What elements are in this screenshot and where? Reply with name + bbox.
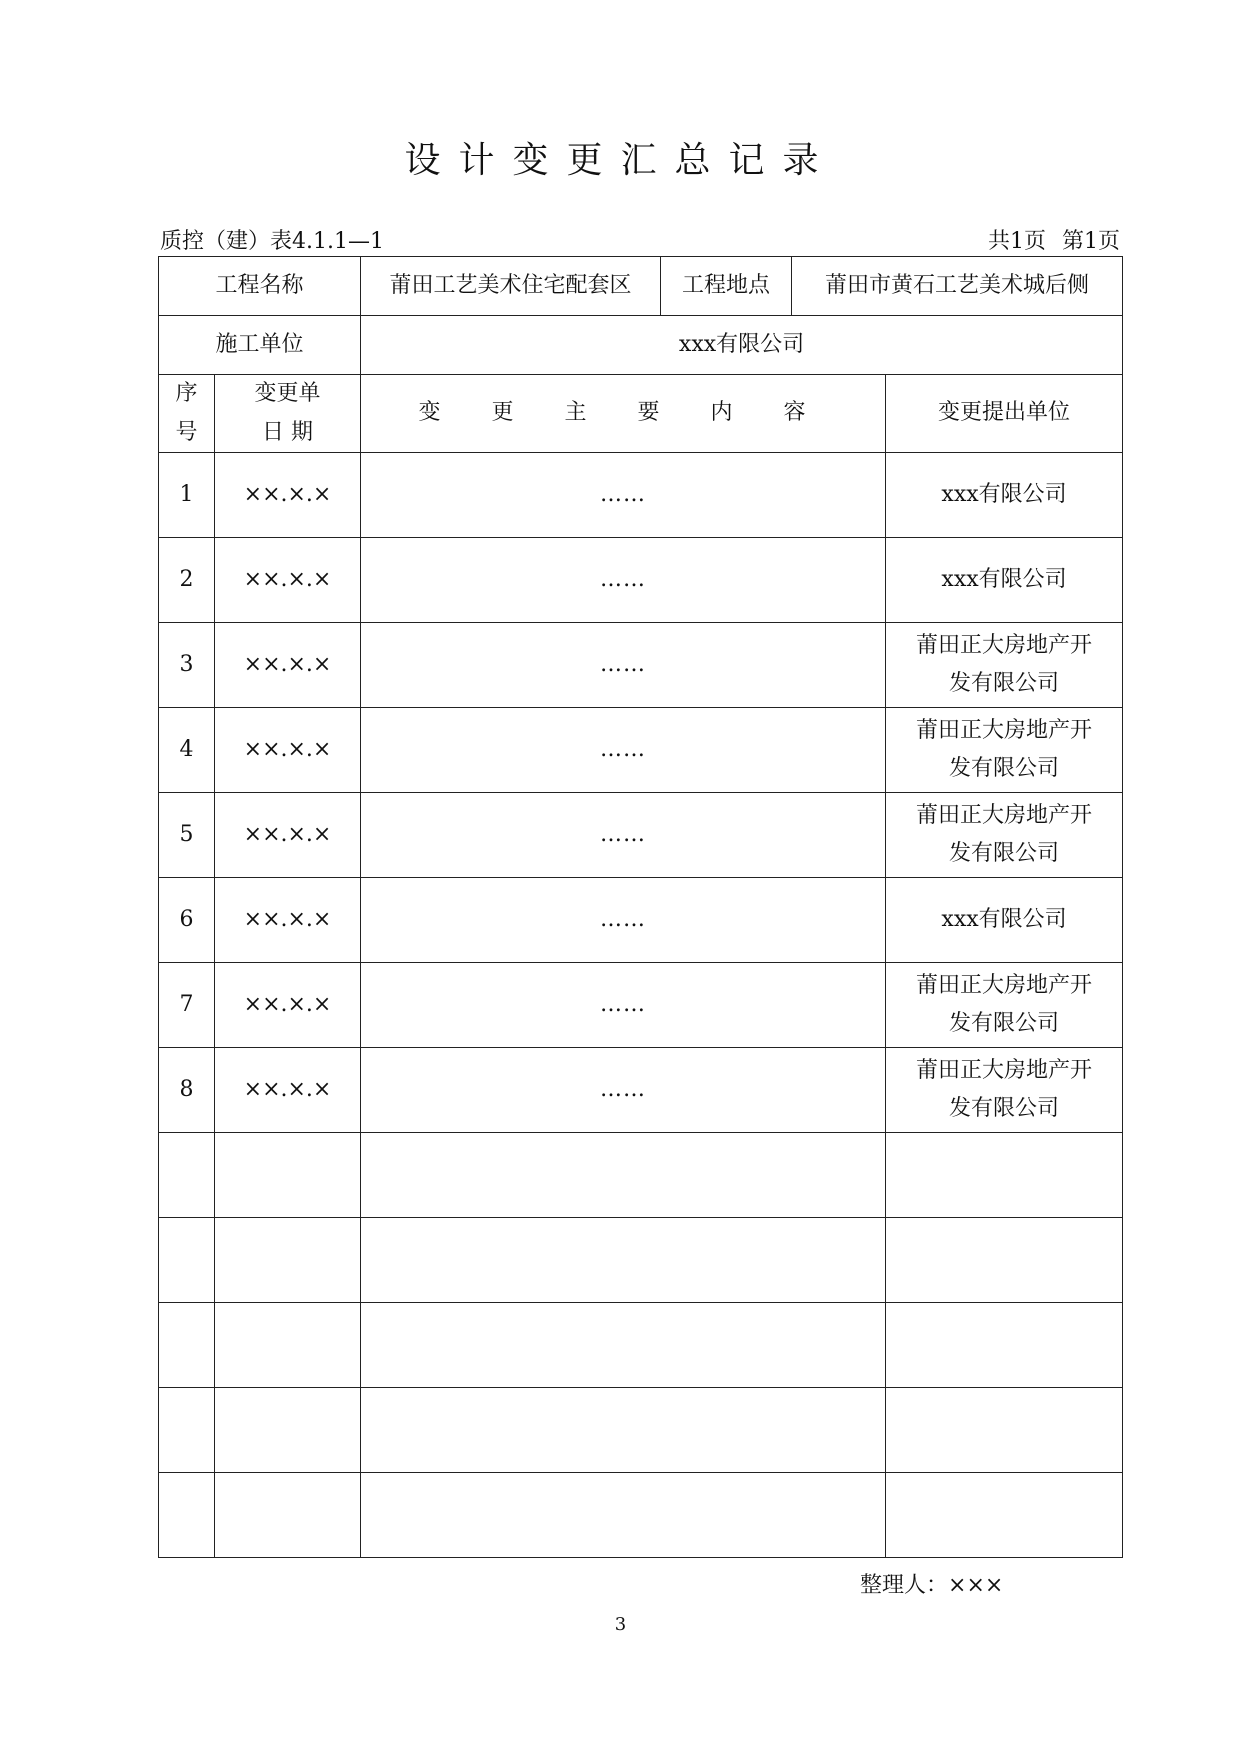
table-row [159, 963, 1123, 1048]
row-seq: 5 [159, 793, 215, 878]
row-seq: 8 [159, 1048, 215, 1133]
empty-cell [361, 1133, 886, 1218]
col-seq-line1: 序 [175, 381, 198, 406]
row-seq: 7 [159, 963, 215, 1048]
organizer-label: 整理人： [860, 1573, 949, 1598]
row-proposer [886, 1048, 1123, 1133]
row-proposer-line1: 莆田正大房地产开 [916, 802, 1093, 828]
row-date: ××.×.× [215, 453, 361, 538]
empty-cell [361, 1473, 886, 1558]
row-seq: 4 [159, 708, 215, 793]
empty-cell [159, 1388, 215, 1473]
row-content: …… [361, 538, 886, 623]
empty-row [159, 1133, 1123, 1218]
construction-unit-label: 施工单位 [159, 316, 361, 375]
change-summary-table [158, 256, 1123, 1558]
empty-cell [886, 1473, 1123, 1558]
row-date: ××.×.× [215, 793, 361, 878]
table-row [159, 453, 1123, 538]
form-code: 质控（建）表4.1.1—1 [160, 229, 384, 254]
row-date: ××.×.× [215, 1048, 361, 1133]
project-location-value: 莆田市黄石工艺美术城后侧 [825, 272, 1090, 298]
empty-cell [886, 1218, 1123, 1303]
empty-row [159, 1388, 1123, 1473]
row-proposer-line1: xxx有限公司 [941, 906, 1067, 932]
table-row [159, 538, 1123, 623]
row-proposer-line1: 莆田正大房地产开 [916, 632, 1093, 658]
row-proposer-line1: xxx有限公司 [941, 566, 1067, 592]
construction-unit-value: xxx有限公司 [361, 316, 1123, 375]
empty-cell [215, 1473, 361, 1558]
row-content: …… [361, 963, 886, 1048]
row-proposer-line2: 发有限公司 [949, 1011, 1060, 1036]
row-proposer-line1: xxx有限公司 [941, 481, 1067, 507]
table-row [159, 878, 1123, 963]
table-row [159, 708, 1123, 793]
column-header-row [159, 375, 1123, 453]
page-number: 3 [614, 1614, 627, 1635]
empty-cell [361, 1303, 886, 1388]
row-date: ××.×.× [215, 623, 361, 708]
table-row [159, 1048, 1123, 1133]
row-date: ××.×.× [215, 963, 361, 1048]
row-proposer-line1: 莆田正大房地产开 [916, 1057, 1093, 1083]
row-seq: 6 [159, 878, 215, 963]
col-content-header: 变 更 主 要 内 容 [361, 375, 886, 453]
empty-cell [361, 1218, 886, 1303]
col-seq-line2: 号 [175, 419, 198, 445]
page-count [860, 224, 1120, 255]
col-date-line1: 变更单 [254, 381, 321, 406]
row-proposer [886, 623, 1123, 708]
row-seq: 1 [159, 453, 215, 538]
construction-unit-row [159, 316, 1123, 375]
project-location-label: 工程地点 [661, 257, 792, 315]
row-proposer [886, 453, 1123, 538]
empty-cell [159, 1473, 215, 1558]
row-content: …… [361, 793, 886, 878]
row-date: ××.×.× [215, 538, 361, 623]
empty-cell [159, 1218, 215, 1303]
row-date: ××.×.× [215, 878, 361, 963]
page-total: 共1页 [988, 229, 1046, 254]
row-content: …… [361, 878, 886, 963]
organizer-value: ××× [948, 1573, 1004, 1598]
row-proposer [886, 793, 1123, 878]
row-proposer-line2: 发有限公司 [949, 756, 1060, 781]
empty-cell [886, 1388, 1123, 1473]
empty-row [159, 1303, 1123, 1388]
empty-cell [215, 1218, 361, 1303]
page-title: 设计变更汇总记录 [404, 140, 837, 181]
empty-row [159, 1218, 1123, 1303]
empty-cell [215, 1133, 361, 1218]
empty-cell [886, 1303, 1123, 1388]
empty-cell [361, 1388, 886, 1473]
row-proposer-line1: 莆田正大房地产开 [916, 972, 1093, 998]
project-name-label: 工程名称 [159, 257, 361, 316]
row-proposer [886, 538, 1123, 623]
row-proposer-line2: 发有限公司 [949, 1096, 1060, 1121]
empty-cell [215, 1303, 361, 1388]
table-row [159, 623, 1123, 708]
row-proposer-line1: 莆田正大房地产开 [916, 717, 1093, 743]
row-content: …… [361, 1048, 886, 1133]
empty-cell [159, 1303, 215, 1388]
empty-cell [159, 1133, 215, 1218]
row-seq: 2 [159, 538, 215, 623]
empty-row [159, 1473, 1123, 1558]
row-content: …… [361, 708, 886, 793]
project-name-value: 莆田工艺美术住宅配套区 [361, 257, 661, 316]
col-date-header [215, 375, 361, 453]
row-content: …… [361, 623, 886, 708]
project-info-row [159, 257, 1123, 316]
row-proposer [886, 963, 1123, 1048]
organizer [860, 1568, 1003, 1599]
row-proposer [886, 708, 1123, 793]
empty-cell [886, 1133, 1123, 1218]
row-proposer-line2: 发有限公司 [949, 671, 1060, 696]
row-proposer [886, 878, 1123, 963]
empty-cell [215, 1388, 361, 1473]
location-cell [661, 257, 1123, 316]
row-date: ××.×.× [215, 708, 361, 793]
page-current: 第1页 [1062, 229, 1120, 254]
col-proposer-header: 变更提出单位 [886, 375, 1123, 453]
col-date-line2: 日 期 [262, 419, 313, 445]
row-content: …… [361, 453, 886, 538]
table-row [159, 793, 1123, 878]
row-proposer-line2: 发有限公司 [949, 841, 1060, 866]
row-seq: 3 [159, 623, 215, 708]
col-seq-header [159, 375, 215, 453]
